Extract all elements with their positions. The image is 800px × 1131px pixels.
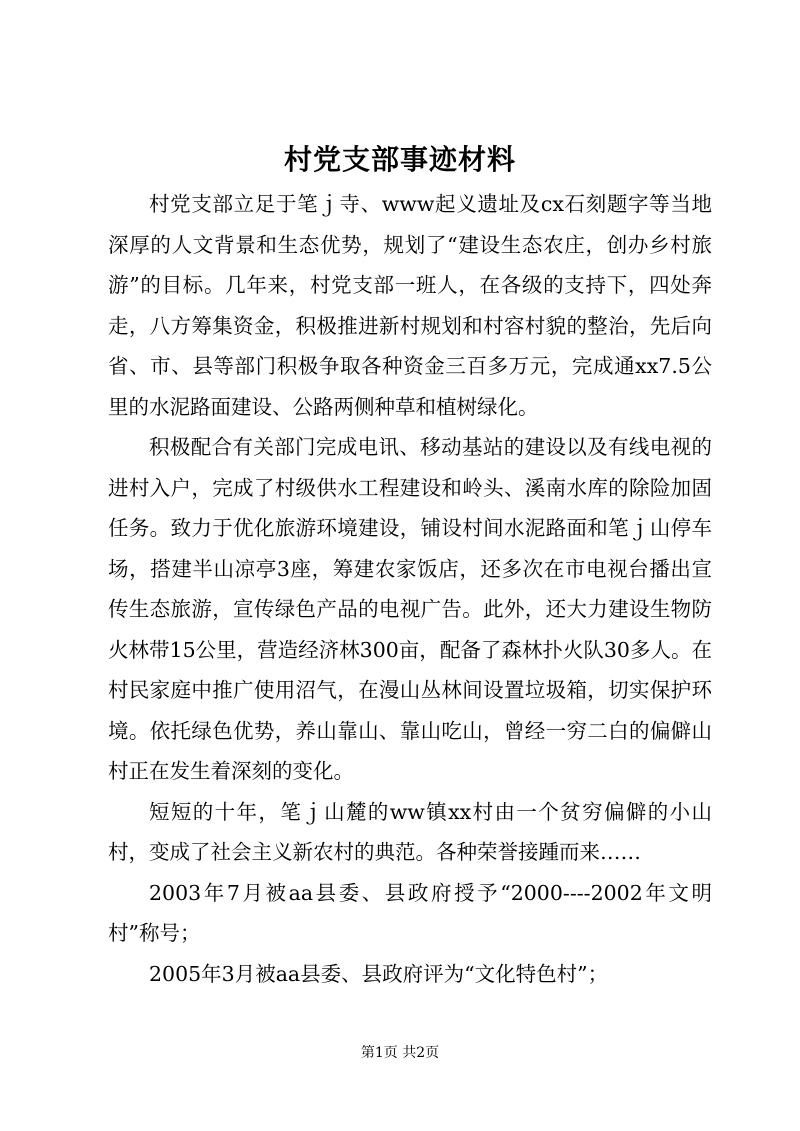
paragraph: 2003年7月被aa县委、县政府授予“2000----2002年文明村”称号； <box>108 880 712 945</box>
paragraph: 积极配合有关部门完成电讯、移动基站的建设以及有线电视的进村入户，完成了村级供水工程建设和岭头、溪南水库的除险加固任务。致力于优化旅游环境建设，铺设村间水泥路面和笔ｊ山停车场，搭建半山凉亭3座，筹建农家饭店，还多次在市电视台播出宣传生态旅游，宣传绿色产品的电视广告。此外，还大力建设生物防火林带15公里，营造经济林300亩，配备了森林扑火队30多人。在村民家庭中推广使用沼气，在漫山丛林间设置垃圾箱，切实保护环境。依托绿色优势，养山靠山、靠山吃山，曾经一穷二白的偏僻山村正在发生着深刻的变化。 <box>108 435 712 783</box>
document-body <box>108 184 712 994</box>
paragraph: 2005年3月被aa县委、县政府评为“文化特色村”； <box>149 961 609 986</box>
document-title: 村党支部事迹材料 <box>283 143 516 176</box>
paragraph: 短短的十年，笔ｊ山麓的ww镇xx村由一个贫穷偏僻的小山村，变成了社会主义新农村的典范。各种荣誉接踵而来…… <box>108 799 712 864</box>
paragraph: 村党支部立足于笔ｊ寺、www起义遗址及cx石刻题字等当地深厚的人文背景和生态优势，规划了“建设生态农庄，创办乡村旅游”的目标。几年来，村党支部一班人，在各级的支持下，四处奔走，八方筹集资金，积极推进新村规划和村容村貌的整治，先后向省、市、县等部门积极争取各种资金三百多万元，完成通xx7.5公里的水泥路面建设、公路两侧种草和植树绿化。 <box>108 192 712 419</box>
page-number-footer: 第1页 共2页 <box>360 1045 440 1061</box>
